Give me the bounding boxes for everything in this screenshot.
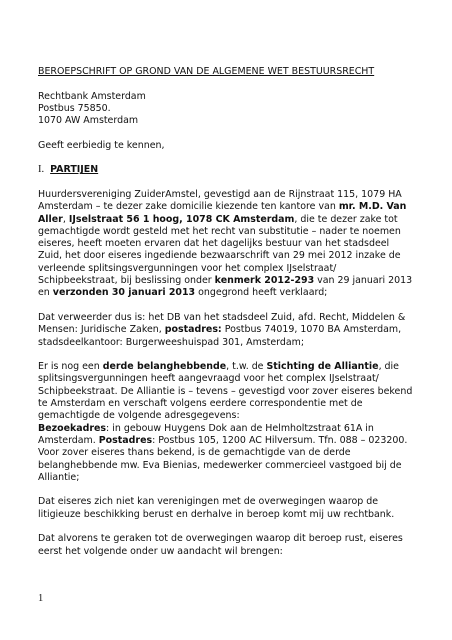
para1-bold-kenmerk: kenmerk 2012-293 [214,275,315,287]
paragraph-beroep: Dat eiseres zich niet kan verenigingen met de overwegingen waarop de litigieuze beschikking berust en derhalve in beroep komt mij uw rechtbank. [38,496,395,520]
para2-bold-postadres: postadres: [164,324,222,336]
para1-text-3: , die te dezer zake tot gemachtigde wordt gesteld met het recht van substitutie – nader te noemen eiseres, heeft moeten ervaren dat het dagelijks bestuur van het stadsdeel Zuid, het door eiseres ingediende bezwaarschrift van 29 mei 2012 inzake de verleende splitsingsvergunningen voor het complex IJselstraat/ Schipbeekstraat, bij beslissing onder [38,213,401,287]
address-line-court: Rechtbank Amsterdam [38,90,146,102]
document-title: BEROEPSCHRIFT OP GROND VAN DE ALGEMENE WET BESTUURSRECHT [38,66,375,77]
section-number: I. [38,164,45,176]
address-line-city: 1070 AW Amsterdam [38,115,139,127]
para3-text-4: : in gebouw Huygens Dok aan de Helmholtzstraat 61A in Amsterdam. [38,422,374,446]
section-label: PARTIJEN [50,164,99,176]
paragraph-derde-belanghebbende [38,361,416,484]
recipient-address [38,91,416,128]
page-number: 1 [38,593,44,604]
para1-bold-address: IJselstraat 56 1 hoog, 1078 CK Amsterdam [68,213,295,225]
para3-text-5: : Postbus 105, 1200 AC Hilversum. Tfn. 088 – 023200. Voor zover eiseres thans bekend, is de gemachtigde van de derde belanghebbende mw. Eva Bienias, medewerker commercieel vastgoed bij de Alliantie; [38,434,408,483]
para1-text-5: ongegrond heeft verklaard; [195,287,328,299]
para2-text-2: Postbus 74019, 1070 BA Amsterdam, stadsdeelkantoor: Burgerweeshuispad 301, Amsterdam; [38,324,402,348]
greeting: Geeft eerbiedig te kennen, [38,139,165,151]
paragraph-eiseres [38,189,416,300]
para3-bold-bezoekadres: Bezoekadres [38,422,107,434]
para3-text-1: Er is nog een [38,361,103,373]
para1-text-2: , [62,213,69,225]
address-line-postbus: Postbus 75850. [38,102,111,114]
section-heading-partijen [38,164,416,176]
paragraph-verweerder [38,312,416,349]
para2-text-1: Dat verweerder dus is: het DB van het stadsdeel Zuid, afd. Recht, Middelen & Mensen: Juridische Zaken, [38,311,406,336]
para1-text-1: Huurdersvereniging ZuiderAmstel, gevestigd aan de Rijnstraat 115, 1079 HA Amsterdam – te dezer zake domicilie kiezende ten kantore van [38,188,402,213]
para1-text-4: van 29 januari 2013 en [38,275,413,299]
paragraph-aandacht: Dat alvorens te geraken tot de overwegingen waarop dit beroep rust, eiseres eerst het volgende onder uw aandacht wil brengen: [38,533,403,557]
para1-bold-lawyer: mr. M.D. Van Aller [38,201,407,225]
para1-bold-verzonden: verzonden 30 januari 2013 [52,287,196,299]
para3-bold-stichting: Stichting de Alliantie [266,361,379,373]
document-body [38,66,416,570]
para3-bold-postadres: Postadres [98,434,153,446]
para3-bold-derde: derde belanghebbende [102,361,227,373]
para3-text-2: , t.w. de [226,361,267,373]
para3-text-3: , die splitsingsvergunningen heeft aangevraagd voor het complex IJselstraat/ Schipbeekstraat. De Alliantie is – tevens – gevestigd voor zover eiseres bekend te Amsterdam en verschaft volgens eerdere correspondentie met de gemachtigde de volgende adresgegevens: [38,361,413,422]
